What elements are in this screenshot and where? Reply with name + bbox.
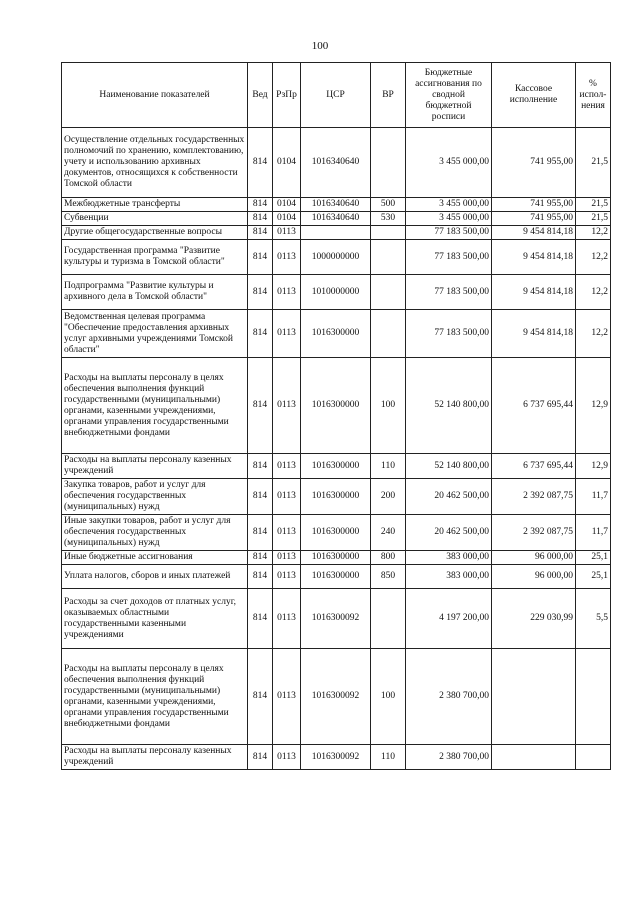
row-csr: 1016340640 — [301, 212, 371, 226]
row-percent: 25,1 — [576, 551, 611, 565]
row-percent: 12,2 — [576, 275, 611, 310]
row-name: Другие общегосударственные вопросы — [62, 226, 248, 240]
row-budget: 52 140 800,00 — [406, 358, 492, 454]
row-rzpr: 0113 — [273, 310, 301, 358]
row-cash — [492, 745, 576, 770]
row-vr — [371, 275, 406, 310]
header-cash: Кассовое исполнение — [492, 63, 576, 128]
row-name: Расходы за счет доходов от платных услуг, оказываемых областными государственными казенными учреждениями — [62, 589, 248, 649]
row-csr: 1016340640 — [301, 128, 371, 198]
row-percent — [576, 649, 611, 745]
header-vr: ВР — [371, 63, 406, 128]
table-row — [62, 128, 611, 198]
row-name: Подпрограмма "Развитие культуры и архивного дела в Томской области" — [62, 275, 248, 310]
row-csr: 1016300000 — [301, 358, 371, 454]
row-budget: 20 462 500,00 — [406, 479, 492, 515]
row-rzpr: 0113 — [273, 551, 301, 565]
row-vr: 110 — [371, 454, 406, 479]
row-ved: 814 — [248, 212, 273, 226]
table-row — [62, 226, 611, 240]
row-vr: 500 — [371, 198, 406, 212]
header-rzpr: РзПр — [273, 63, 301, 128]
row-csr: 1016300000 — [301, 565, 371, 589]
table-row — [62, 745, 611, 770]
row-ved: 814 — [248, 358, 273, 454]
header-budget: Бюджетные ассигнования по сводной бюджетной росписи — [406, 63, 492, 128]
row-csr: 1010000000 — [301, 275, 371, 310]
row-rzpr: 0113 — [273, 240, 301, 275]
row-percent: 21,5 — [576, 128, 611, 198]
table-row — [62, 454, 611, 479]
row-budget: 3 455 000,00 — [406, 128, 492, 198]
row-name: Уплата налогов, сборов и иных платежей — [62, 565, 248, 589]
row-csr — [301, 226, 371, 240]
row-ved: 814 — [248, 240, 273, 275]
row-ved: 814 — [248, 649, 273, 745]
row-percent: 12,2 — [576, 226, 611, 240]
row-budget: 2 380 700,00 — [406, 745, 492, 770]
row-ved: 814 — [248, 479, 273, 515]
table-row — [62, 565, 611, 589]
row-rzpr: 0113 — [273, 479, 301, 515]
row-vr: 240 — [371, 515, 406, 551]
row-vr: 110 — [371, 745, 406, 770]
row-cash: 741 955,00 — [492, 128, 576, 198]
page-number: 100 — [311, 40, 329, 52]
row-cash: 96 000,00 — [492, 565, 576, 589]
row-rzpr: 0113 — [273, 515, 301, 551]
row-csr: 1016340640 — [301, 198, 371, 212]
row-csr: 1016300092 — [301, 745, 371, 770]
row-vr: 200 — [371, 479, 406, 515]
row-cash: 741 955,00 — [492, 198, 576, 212]
row-budget: 3 455 000,00 — [406, 212, 492, 226]
row-rzpr: 0113 — [273, 275, 301, 310]
row-csr: 1000000000 — [301, 240, 371, 275]
row-csr: 1016300000 — [301, 454, 371, 479]
row-budget: 2 380 700,00 — [406, 649, 492, 745]
row-percent: 25,1 — [576, 565, 611, 589]
table-row — [62, 240, 611, 275]
row-cash: 9 454 814,18 — [492, 310, 576, 358]
row-csr: 1016300000 — [301, 515, 371, 551]
row-rzpr: 0113 — [273, 649, 301, 745]
row-cash: 9 454 814,18 — [492, 240, 576, 275]
budget-table — [61, 62, 611, 770]
row-csr: 1016300000 — [301, 551, 371, 565]
row-rzpr: 0113 — [273, 565, 301, 589]
header-ved: Вед — [248, 63, 273, 128]
row-cash: 2 392 087,75 — [492, 479, 576, 515]
row-ved: 814 — [248, 551, 273, 565]
row-budget: 383 000,00 — [406, 565, 492, 589]
row-budget: 77 183 500,00 — [406, 310, 492, 358]
row-name: Иные закупки товаров, работ и услуг для обеспечения государственных (муниципальных) нужд — [62, 515, 248, 551]
row-name: Ведомственная целевая программа "Обеспечение предоставления архивных услуг архивными учреждениями Томской области" — [62, 310, 248, 358]
row-percent: 12,2 — [576, 240, 611, 275]
row-budget: 20 462 500,00 — [406, 515, 492, 551]
row-percent: 21,5 — [576, 198, 611, 212]
row-ved: 814 — [248, 226, 273, 240]
row-cash — [492, 649, 576, 745]
row-ved: 814 — [248, 198, 273, 212]
row-rzpr: 0113 — [273, 454, 301, 479]
row-vr — [371, 310, 406, 358]
row-budget: 52 140 800,00 — [406, 454, 492, 479]
row-percent: 12,2 — [576, 310, 611, 358]
row-name: Закупка товаров, работ и услуг для обеспечения государственных (муниципальных) нужд — [62, 479, 248, 515]
row-budget: 383 000,00 — [406, 551, 492, 565]
row-vr: 530 — [371, 212, 406, 226]
row-budget: 77 183 500,00 — [406, 275, 492, 310]
row-budget: 77 183 500,00 — [406, 226, 492, 240]
row-vr — [371, 589, 406, 649]
header-name: Наименование показателей — [62, 63, 248, 128]
row-vr — [371, 128, 406, 198]
row-rzpr: 0113 — [273, 589, 301, 649]
row-percent: 21,5 — [576, 212, 611, 226]
row-ved: 814 — [248, 745, 273, 770]
row-cash: 741 955,00 — [492, 212, 576, 226]
row-cash: 9 454 814,18 — [492, 226, 576, 240]
row-ved: 814 — [248, 275, 273, 310]
table-row — [62, 310, 611, 358]
table-row — [62, 275, 611, 310]
table-row — [62, 479, 611, 515]
row-vr — [371, 240, 406, 275]
row-percent: 5,5 — [576, 589, 611, 649]
row-rzpr: 0104 — [273, 198, 301, 212]
table-row — [62, 551, 611, 565]
row-name: Межбюджетные трансферты — [62, 198, 248, 212]
row-percent: 11,7 — [576, 515, 611, 551]
row-rzpr: 0113 — [273, 226, 301, 240]
row-vr: 800 — [371, 551, 406, 565]
row-name: Государственная программа "Развитие культуры и туризма в Томской области" — [62, 240, 248, 275]
row-percent: 12,9 — [576, 358, 611, 454]
row-vr: 850 — [371, 565, 406, 589]
row-ved: 814 — [248, 515, 273, 551]
row-rzpr: 0104 — [273, 212, 301, 226]
row-name: Расходы на выплаты персоналу казенных учреждений — [62, 745, 248, 770]
row-cash: 2 392 087,75 — [492, 515, 576, 551]
row-ved: 814 — [248, 589, 273, 649]
table-row — [62, 198, 611, 212]
row-budget: 3 455 000,00 — [406, 198, 492, 212]
row-csr: 1016300000 — [301, 479, 371, 515]
row-percent: 12,9 — [576, 454, 611, 479]
table-row — [62, 358, 611, 454]
row-cash: 229 030,99 — [492, 589, 576, 649]
row-cash: 6 737 695,44 — [492, 454, 576, 479]
header-csr: ЦСР — [301, 63, 371, 128]
table-header-row — [62, 63, 611, 128]
row-rzpr: 0113 — [273, 358, 301, 454]
row-percent: 11,7 — [576, 479, 611, 515]
row-rzpr: 0113 — [273, 745, 301, 770]
row-csr: 1016300000 — [301, 310, 371, 358]
row-ved: 814 — [248, 310, 273, 358]
row-ved: 814 — [248, 454, 273, 479]
row-csr: 1016300092 — [301, 649, 371, 745]
table-row — [62, 212, 611, 226]
row-name: Иные бюджетные ассигнования — [62, 551, 248, 565]
table-row — [62, 515, 611, 551]
row-ved: 814 — [248, 128, 273, 198]
row-csr: 1016300092 — [301, 589, 371, 649]
row-name: Расходы на выплаты персоналу в целях обеспечения выполнения функций государственными (муниципальными) органами, казенными учреждениями, органами управления государственными внебюджетными фондами — [62, 649, 248, 745]
row-vr: 100 — [371, 358, 406, 454]
row-name: Расходы на выплаты персоналу казенных учреждений — [62, 454, 248, 479]
row-cash: 96 000,00 — [492, 551, 576, 565]
row-budget: 77 183 500,00 — [406, 240, 492, 275]
table-row — [62, 649, 611, 745]
row-vr: 100 — [371, 649, 406, 745]
row-cash: 9 454 814,18 — [492, 275, 576, 310]
table-row — [62, 589, 611, 649]
row-vr — [371, 226, 406, 240]
row-budget: 4 197 200,00 — [406, 589, 492, 649]
row-name: Осуществление отдельных государственных полномочий по хранению, комплектованию, учету и использованию архивных документов, относящихся к собственности Томской области — [62, 128, 248, 198]
row-ved: 814 — [248, 565, 273, 589]
row-percent — [576, 745, 611, 770]
row-cash: 6 737 695,44 — [492, 358, 576, 454]
header-percent: % испол-нения — [576, 63, 611, 128]
row-name: Субвенции — [62, 212, 248, 226]
row-name: Расходы на выплаты персоналу в целях обеспечения выполнения функций государственными (муниципальными) органами, казенными учреждениями, органами управления государственными внебюджетными фондами — [62, 358, 248, 454]
row-rzpr: 0104 — [273, 128, 301, 198]
